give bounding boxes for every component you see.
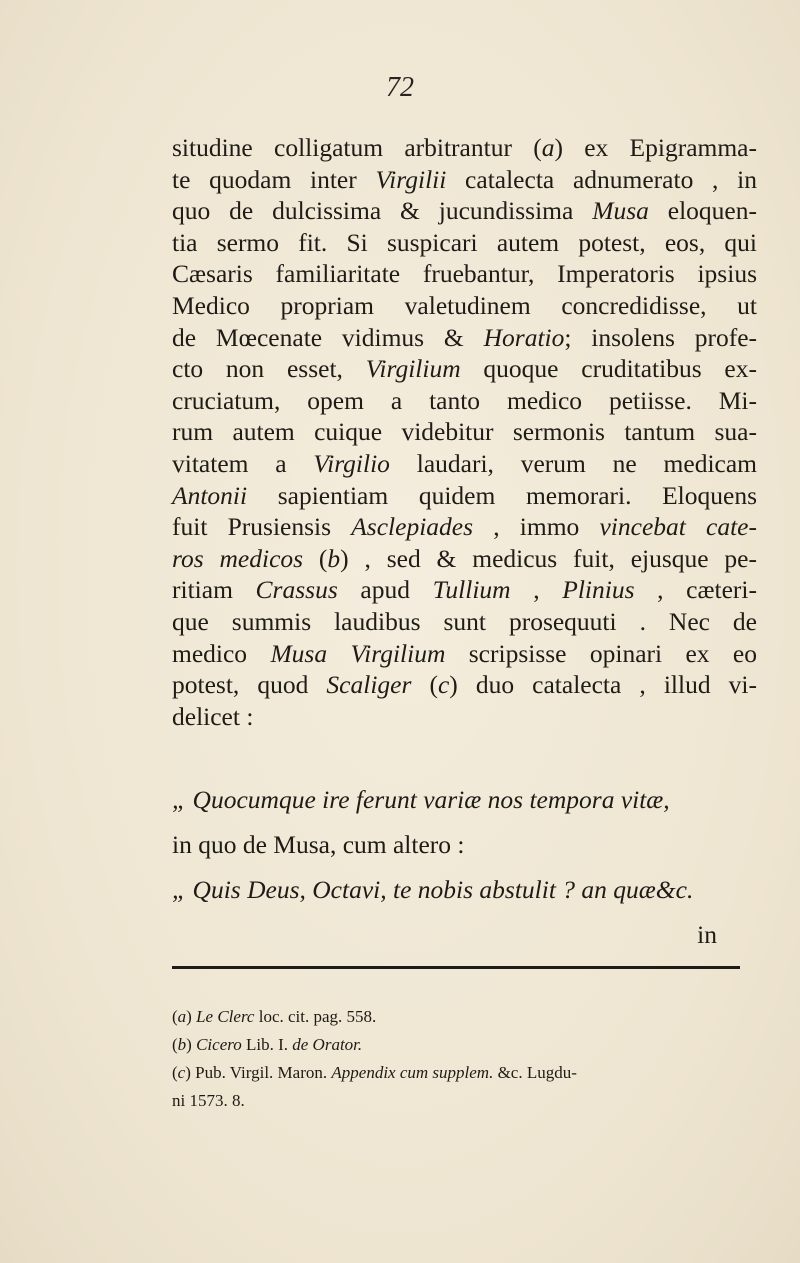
- text-line: [172, 353, 757, 385]
- text-line-run: ros medicos: [172, 543, 304, 573]
- footnote-line-run: &c. Lugdu-: [493, 1063, 577, 1082]
- text-line-run: scripsisse opinari ex eo: [445, 638, 757, 668]
- text-line-run: , cæteri-: [634, 575, 757, 605]
- text-line-run: Virgilium: [365, 354, 461, 384]
- footnote-line-run: c: [177, 1063, 186, 1082]
- text-line: [172, 132, 757, 164]
- page-number: 72: [386, 72, 414, 103]
- text-line-run: catalecta adnumerato , in: [446, 164, 757, 194]
- footnote-line-run: ): [186, 1035, 197, 1054]
- text-line-run: ; insolens profe-: [564, 322, 757, 352]
- text-line: [172, 448, 757, 480]
- text-line-run: laudari, verum ne medicam: [389, 448, 758, 478]
- text-line: [172, 322, 757, 354]
- text-line-run: vitatem a: [172, 448, 314, 478]
- text-line: [172, 385, 757, 417]
- text-line-run: Crassus: [255, 575, 338, 605]
- footnote-line-run: (: [172, 1063, 178, 1082]
- text-line-run: Musa Virgilium: [270, 638, 446, 668]
- footnote-line-run: ni 1573. 8.: [172, 1091, 245, 1110]
- text-line: [172, 195, 757, 227]
- footnote-line-run: Appendix cum supplem.: [331, 1063, 494, 1082]
- text-line-run: te quodam inter: [172, 164, 376, 194]
- text-line-run: Asclepiades: [351, 512, 474, 542]
- footnote-line-run: (: [172, 1007, 178, 1026]
- footnote-line: [172, 1059, 752, 1087]
- text-line-run: vincebat cate-: [599, 512, 757, 542]
- text-line: [172, 574, 757, 606]
- footnote-line-run: ) Pub. Virgil. Maron.: [185, 1063, 332, 1082]
- text-line: [172, 164, 757, 196]
- text-line-run: ,: [510, 575, 563, 605]
- text-line-run: Cæsaris familiaritate fruebantur, Imperatoris ipsius: [172, 259, 757, 289]
- text-line: [172, 638, 757, 670]
- footnotes: [172, 1003, 752, 1115]
- text-line-run: (: [303, 543, 328, 573]
- footnote-line-run: Cicero: [196, 1035, 242, 1054]
- text-line-run: Virgilio: [313, 448, 390, 478]
- text-line: [172, 227, 757, 259]
- main-text: [172, 132, 757, 732]
- footnote-line-run: Lib. I.: [241, 1035, 293, 1054]
- text-line-run: a: [541, 133, 555, 162]
- text-line: [172, 480, 757, 512]
- text-line: [172, 258, 757, 290]
- footnote-line-run: b: [177, 1035, 187, 1054]
- text-line-run: ) ex Epigramma-: [554, 133, 757, 162]
- footnote-line-run: (: [172, 1035, 178, 1054]
- text-line-run: ) , sed & medicus fuit, ejusque pe-: [340, 543, 757, 573]
- footnote-line-run: loc. cit. pag. 558.: [254, 1007, 377, 1026]
- text-line-run: Scaliger: [326, 670, 412, 700]
- text-line-run: cto non esset,: [172, 354, 366, 384]
- text-line-run: Medico propriam valetudinem concredidisse, ut: [172, 290, 757, 320]
- text-line-run: Plinius: [562, 575, 635, 605]
- text-line-run: Musa: [592, 196, 649, 226]
- text-line-run: ) duo catalecta , illud vi-: [449, 670, 757, 700]
- text-line-run: apud: [337, 575, 433, 605]
- text-line-run: que summis laudibus sunt prosequuti . Nec de: [172, 606, 757, 636]
- text-line-run: c: [437, 670, 450, 700]
- text-line-run: quoque cruditatibus ex-: [460, 354, 757, 384]
- verse-quote-1: „ Quocumque ire ferunt variæ nos tempora vitæ,: [172, 785, 670, 814]
- text-line-run: tia sermo fit. Si suspicari autem potest, eos, qui: [172, 227, 757, 257]
- text-line-run: potest, quod: [172, 670, 327, 700]
- footnote-line: [172, 1003, 752, 1031]
- footnote-line-run: Le Clerc: [196, 1007, 255, 1026]
- catchword: in: [697, 920, 717, 949]
- footnote-line: [172, 1031, 752, 1059]
- footnote-line: [172, 1087, 752, 1115]
- text-line-run: ritiam: [172, 575, 256, 605]
- text-line-run: Tullium: [432, 575, 511, 605]
- text-line-run: de Mœcenate vidimus &: [172, 322, 484, 352]
- text-line: [172, 416, 757, 448]
- text-line-run: sapientiam quidem memorari. Eloquens: [247, 480, 757, 510]
- text-line-run: Virgilii: [375, 164, 447, 194]
- text-line: [172, 606, 757, 638]
- text-line-run: medico: [172, 638, 271, 668]
- text-line: [172, 543, 757, 575]
- text-line: [172, 511, 757, 543]
- text-line: [172, 669, 757, 701]
- footnote-divider: [172, 966, 740, 969]
- text-line-run: eloquen-: [648, 196, 757, 226]
- text-line-run: Horatio: [483, 322, 565, 352]
- text-line: [172, 290, 757, 322]
- text-line-run: b: [327, 543, 341, 573]
- verse-intro-line: in quo de Musa, cum altero :: [172, 830, 465, 859]
- text-line-run: rum autem cuique videbitur sermonis tantum sua-: [172, 417, 757, 447]
- text-line-run: Antonii: [172, 480, 248, 510]
- text-line-run: situdine colligatum arbitrantur (: [172, 133, 542, 162]
- text-line-run: fuit Prusiensis: [172, 512, 352, 542]
- verse-quote-2: „ Quis Deus, Octavi, te nobis abstulit ? an quæ&c.: [172, 875, 694, 904]
- footnote-line-run: a: [177, 1007, 187, 1026]
- text-line-run: delicet :: [172, 701, 254, 731]
- text-line: [172, 701, 757, 733]
- footnote-line-run: ): [186, 1007, 197, 1026]
- text-line-run: , immo: [473, 512, 600, 542]
- text-line-run: cruciatum, opem a tanto medico petiisse. Mi-: [172, 385, 757, 415]
- text-line-run: (: [411, 670, 438, 700]
- text-line-run: quo de dulcissima & jucundissima: [172, 196, 593, 226]
- footnote-line-run: de Orator.: [292, 1035, 363, 1054]
